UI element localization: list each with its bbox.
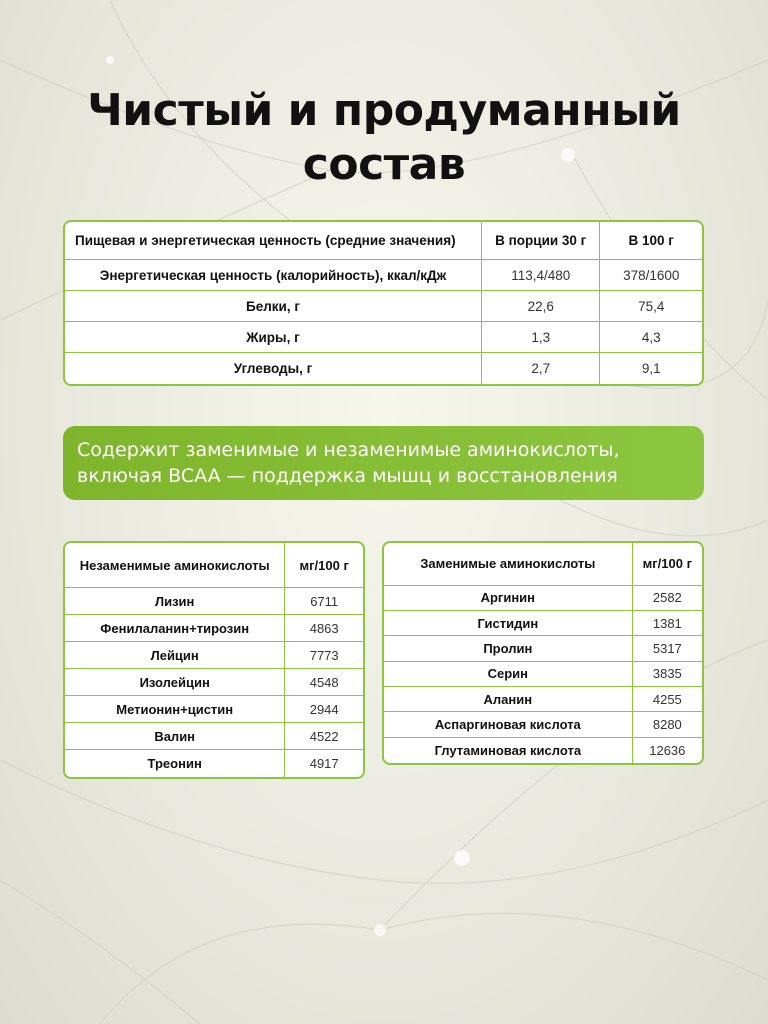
amino-acid-value: 1381 [633,611,702,636]
nutrition-table [63,220,704,386]
table-row [65,260,702,291]
banner-line1: Содержит заменимые и незаменимые аминокислоты, [77,439,620,461]
column-header: Заменимые аминокислоты [384,543,633,586]
column-header: мг/100 г [633,543,702,586]
amino-acid-value: 12636 [649,742,686,758]
table-row [384,687,702,712]
per100-value: 9,1 [641,361,661,376]
amino-acid-name: Гистидин [384,611,633,636]
table-row [65,322,702,353]
table-row [65,291,702,322]
page-title-line2: состав [302,139,466,190]
page-title-line1: Чистый и продуманный [87,85,681,136]
amino-acid-value: 4548 [285,669,363,696]
table-row [65,615,363,642]
table-row [65,696,363,723]
amino-acid-value: 4917 [309,756,339,771]
amino-acid-value: 4863 [285,615,363,642]
table-row [384,636,702,661]
table-row [384,586,702,611]
amino-acid-value: 6711 [285,588,363,615]
table-header-row [65,543,363,588]
amino-acid-name: Глутаминовая кислота [384,738,633,763]
table-row [65,353,702,384]
amino-acid-name: Аспаргиновая кислота [384,712,633,737]
column-header: В 100 г [600,222,702,260]
amino-acids-banner [63,426,704,500]
amino-acid-value: 8280 [633,712,702,737]
amino-acid-name: Пролин [384,636,633,661]
table-row [65,588,363,615]
table-row [384,611,702,636]
table-row [384,662,702,687]
column-header: Пищевая и энергетическая ценность (средние значения) [65,222,482,260]
amino-acid-value: 4522 [285,723,363,750]
table-row [65,750,363,777]
nutrient-label: Углеводы, г [65,353,482,384]
amino-acid-name: Валин [65,723,285,750]
amino-acid-value: 3835 [633,662,702,687]
per100-value: 378/1600 [600,260,702,291]
nutrient-label: Энергетическая ценность (калорийность), ккал/кДж [65,260,482,291]
amino-acid-name: Фенилаланин+тирозин [65,615,285,642]
amino-acid-name: Серин [384,662,633,687]
amino-acid-name: Аланин [384,687,633,712]
amino-acid-value: 4255 [633,687,702,712]
amino-acid-value: 2582 [633,586,702,611]
amino-acid-name: Лизин [65,588,285,615]
amino-acid-name: Лейцин [65,642,285,669]
amino-acid-name: Изолейцин [65,669,285,696]
amino-acid-name: Треонин [65,750,285,777]
amino-acid-name: Аргинин [384,586,633,611]
nutrient-label: Жиры, г [65,322,482,353]
per100-value: 4,3 [600,322,702,353]
portion-value: 2,7 [482,353,600,384]
table-row [384,712,702,737]
table-row [384,738,702,763]
nutrient-label: Белки, г [65,291,482,322]
banner-line2: включая BCAA — поддержка мышц и восстановления [77,465,618,487]
table-row [65,669,363,696]
table-header-row [65,222,702,260]
portion-value: 1,3 [482,322,600,353]
amino-acid-value: 7773 [285,642,363,669]
nonessential-amino-acids-table [382,541,704,765]
portion-value: 22,6 [482,291,600,322]
amino-acid-name: Метионин+цистин [65,696,285,723]
column-header: В порции 30 г [482,222,600,260]
essential-amino-acids-table [63,541,365,779]
table-row [65,723,363,750]
column-header: Незаменимые аминокислоты [65,543,285,588]
amino-acid-value: 2944 [285,696,363,723]
amino-acid-value: 5317 [633,636,702,661]
column-header: мг/100 г [285,543,363,588]
per100-value: 75,4 [600,291,702,322]
table-header-row [384,543,702,586]
portion-value: 113,4/480 [482,260,600,291]
page-title [0,84,768,192]
table-row [65,642,363,669]
